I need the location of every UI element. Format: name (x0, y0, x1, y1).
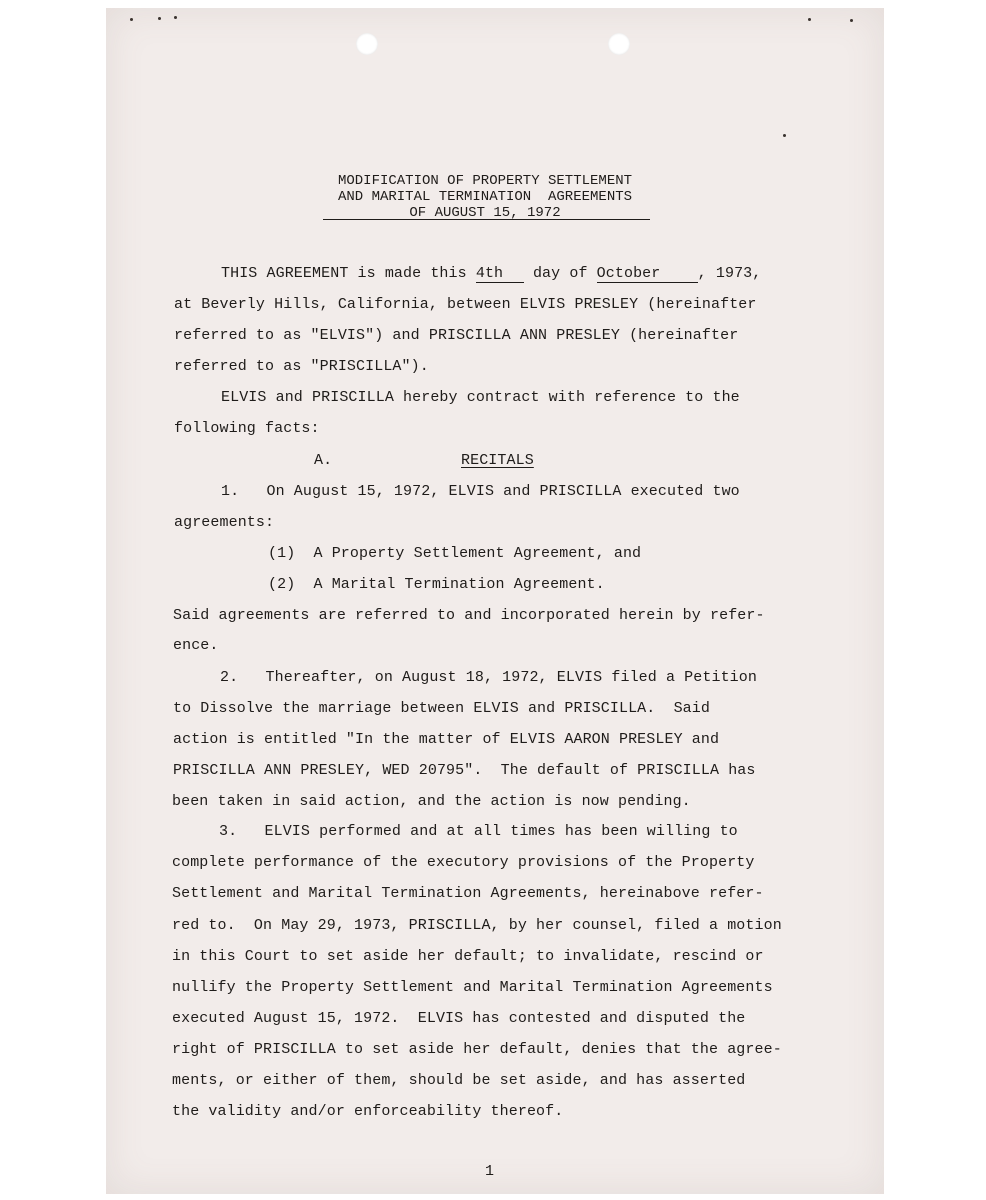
recital-2-line-5: been taken in said action, and the action is now pending. (172, 793, 691, 810)
title-underline (323, 219, 650, 220)
recital-1-line-2: agreements: (174, 514, 275, 531)
paper-speck (174, 16, 177, 19)
opening-line-4: referred to as "PRISCILLA"). (174, 358, 429, 375)
section-letter: A. (314, 452, 333, 469)
paper-speck (783, 134, 786, 137)
recital-1-line-3: Said agreements are referred to and incorporated herein by refer- (173, 607, 765, 624)
day-field: 4th (476, 266, 524, 283)
opening-line-3: referred to as "ELVIS") and PRISCILLA ANN PRESLEY (hereinafter (174, 327, 739, 344)
recital-3-line-5: in this Court to set aside her default; to invalidate, rescind or (172, 948, 764, 965)
page-number: 1 (485, 1163, 495, 1180)
recital-3-line-7: executed August 15, 1972. ELVIS has contested and disputed the (172, 1010, 746, 1027)
contract-line-1: ELVIS and PRISCILLA hereby contract with reference to the (221, 389, 740, 406)
recital-3-line-10: the validity and/or enforceability thereof. (172, 1103, 564, 1120)
paper-speck (158, 17, 161, 20)
recitals-heading: RECITALS (461, 452, 534, 469)
document-title-line-1: MODIFICATION OF PROPERTY SETTLEMENT (337, 173, 633, 189)
document-page (106, 8, 884, 1194)
paper-speck (130, 18, 133, 21)
opening-text: THIS AGREEMENT is made this (221, 265, 476, 282)
contract-line-2: following facts: (174, 420, 320, 437)
opening-line-1 (221, 265, 761, 283)
recital-3-line-9: ments, or either of them, should be set aside, and has asserted (172, 1072, 746, 1089)
recital-2-line-3: action is entitled "In the matter of ELVIS AARON PRESLEY and (173, 731, 720, 748)
paper-speck (850, 19, 853, 22)
recital-3-line-1: 3. ELVIS performed and at all times has been willing to (219, 823, 738, 840)
recital-3-line-8: right of PRISCILLA to set aside her default, denies that the agree- (172, 1041, 782, 1058)
recital-1-line-4: ence. (173, 637, 219, 654)
document-title-line-2: AND MARITAL TERMINATION AGREEMENTS (337, 189, 633, 205)
opening-text: , 1973, (697, 265, 762, 282)
opening-line-2: at Beverly Hills, California, between ELVIS PRESLEY (hereinafter (174, 296, 757, 313)
recital-2-line-2: to Dissolve the marriage between ELVIS and PRISCILLA. Said (173, 700, 710, 717)
recital-1-subitem-1: (1) A Property Settlement Agreement, and (268, 545, 642, 562)
recital-3-line-2: complete performance of the executory provisions of the Property (172, 854, 755, 871)
recital-3-line-6: nullify the Property Settlement and Marital Termination Agreements (172, 979, 773, 996)
paper-speck (808, 18, 811, 21)
recital-1-line-1: 1. On August 15, 1972, ELVIS and PRISCILLA executed two (221, 483, 740, 500)
document-title-line-3: OF AUGUST 15, 1972 (409, 205, 561, 221)
punch-hole (608, 33, 630, 55)
recital-1-subitem-2: (2) A Marital Termination Agreement. (268, 576, 605, 593)
recital-2-line-4: PRISCILLA ANN PRESLEY, WED 20795". The default of PRISCILLA has (173, 762, 756, 779)
recital-3-line-3: Settlement and Marital Termination Agreements, hereinabove refer- (172, 885, 764, 902)
recital-3-line-4: red to. On May 29, 1973, PRISCILLA, by her counsel, filed a motion (172, 917, 782, 934)
opening-text: day of (532, 265, 597, 282)
punch-hole (356, 33, 378, 55)
month-field: October (597, 266, 698, 283)
recital-2-line-1: 2. Thereafter, on August 18, 1972, ELVIS filed a Petition (220, 669, 757, 686)
